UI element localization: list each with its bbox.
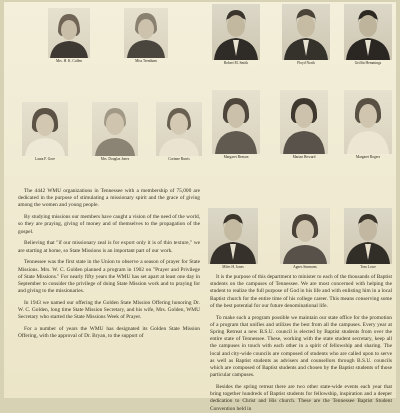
portrait-photo [344, 208, 392, 264]
portrait-photo [344, 90, 392, 154]
portrait-photo [22, 102, 68, 156]
portrait-card [22, 102, 68, 162]
paragraph: By studying missions our members have caught a vision of the need of the world, so they are praying, giving of money and of themselves to the propagation of the gospel. [18, 214, 200, 235]
paragraph: In 1943 we named our offering the Golden State Mission Offering honoring Dr. W. C. Golden, long time State Mission Secretary, and his wife, Mrs. Golden, WMU Secretary who started the State Missions Week of Prayer. [18, 300, 200, 321]
portrait-card [208, 208, 258, 270]
portrait-caption: Margaret Benson [223, 155, 249, 159]
portrait-caption: Miss Trentham [135, 59, 157, 63]
portrait-caption: Robert M. Smith [223, 61, 249, 65]
portrait-caption: Floyd North [297, 61, 315, 65]
portrait-card [282, 4, 330, 66]
portrait-card [280, 208, 330, 270]
portrait-caption: Agnes Simmons [293, 265, 317, 269]
portrait-caption: Mrs. Douglas Jones [100, 157, 130, 161]
portrait-card [156, 102, 202, 162]
portrait-photo [156, 102, 202, 156]
portrait-card [344, 90, 392, 160]
portrait-card [344, 4, 392, 66]
portrait-caption: Margaret Rogers [355, 155, 381, 159]
paragraph: Believing that "if our missionary zeal is for export only it is of thin texture," we are starting at home, so State Missions is an important part of our work. [18, 240, 200, 254]
portrait-card [48, 8, 90, 64]
paragraph: It is the purpose of this department to minister to each of the thousands of Baptist students on the campuses of Tennessee. We are most concerned with helping the student to realize the full purpose of God in his life and with enlisting him in a local Baptist church for the entire time of his college career. This means conserving some of the best potential for our future denominational life. [210, 274, 392, 309]
portrait-card [212, 90, 260, 160]
right-text-column [210, 274, 392, 412]
portrait-photo [280, 90, 328, 154]
paragraph: To make such a program possible we maintain our state office for the promotion of a program that unifies and utilizes the best from all the campuses. Every year at Spring Retreat a new B.S.U. council is elected by Baptist students from over the entire state of Tennessee. These, working with the state student secretary, keep all the campuses in touch with each other in a spirit of fellowship and sharing. The local and city-wide councils are composed of students who are called upon to serve as well as Baptist students as advisers and counsellors through B.S.U. councils which are composed of Baptist students and chosen by the Baptist students of those particular campuses. [210, 314, 392, 379]
portrait-card [124, 8, 168, 64]
portrait-caption: Marian Howard [292, 155, 316, 159]
portrait-photo [212, 4, 260, 60]
paragraph: For a number of years the WMU has designated its Golden State Mission Offering, with the approval of Dr. Bryan, to the support of [18, 326, 200, 340]
portrait-card [344, 208, 392, 270]
portrait-photo [280, 208, 330, 264]
scanned-page [4, 2, 396, 412]
portrait-card [280, 90, 328, 160]
portrait-photo [344, 4, 392, 60]
paragraph: The 4442 WMU organizations in Tennessee with a membership of 75,000 are dedicated in the purpose of stimulating a missionary spirit and the grace of giving among the women and young people. [18, 188, 200, 209]
portrait-caption: Corinne Burris [168, 157, 190, 161]
left-text-column [18, 188, 200, 398]
portrait-card [212, 4, 260, 66]
portrait-caption: Laura F. Gore [35, 157, 55, 161]
portrait-photo [48, 8, 90, 58]
portrait-caption: Tom Lowe [360, 265, 376, 269]
portrait-photo [92, 102, 138, 156]
paragraph: Besides the spring retreat there are two other state-wide events each year that bring together hundreds of Baptist students for fellowship, inspiration and a deeper dedication to Christ and His church. These are the Tennessee Baptist Student Convention held in [210, 384, 392, 412]
portrait-photo [282, 4, 330, 60]
portrait-caption: Griffin Hemmings [354, 61, 382, 65]
portrait-photo [124, 8, 168, 58]
portrait-caption: Mrs. H. K. Cullen [56, 59, 82, 63]
portrait-caption: Miles H. Jones [222, 265, 244, 269]
portrait-photo [208, 208, 258, 264]
portrait-card [92, 102, 138, 162]
paragraph: Tennessee was the first state in the Union to observe a season of prayer for State Missions. Mrs. W. C. Golden planned a program in 1902 on "Prayer and Privilege of State Missions." For nearly fifty years the WMU has set apart at least one day in September to consider the privilege of doing State Mission work and to praying for and giving to the missionaries. [18, 259, 200, 295]
portrait-photo [212, 90, 260, 154]
